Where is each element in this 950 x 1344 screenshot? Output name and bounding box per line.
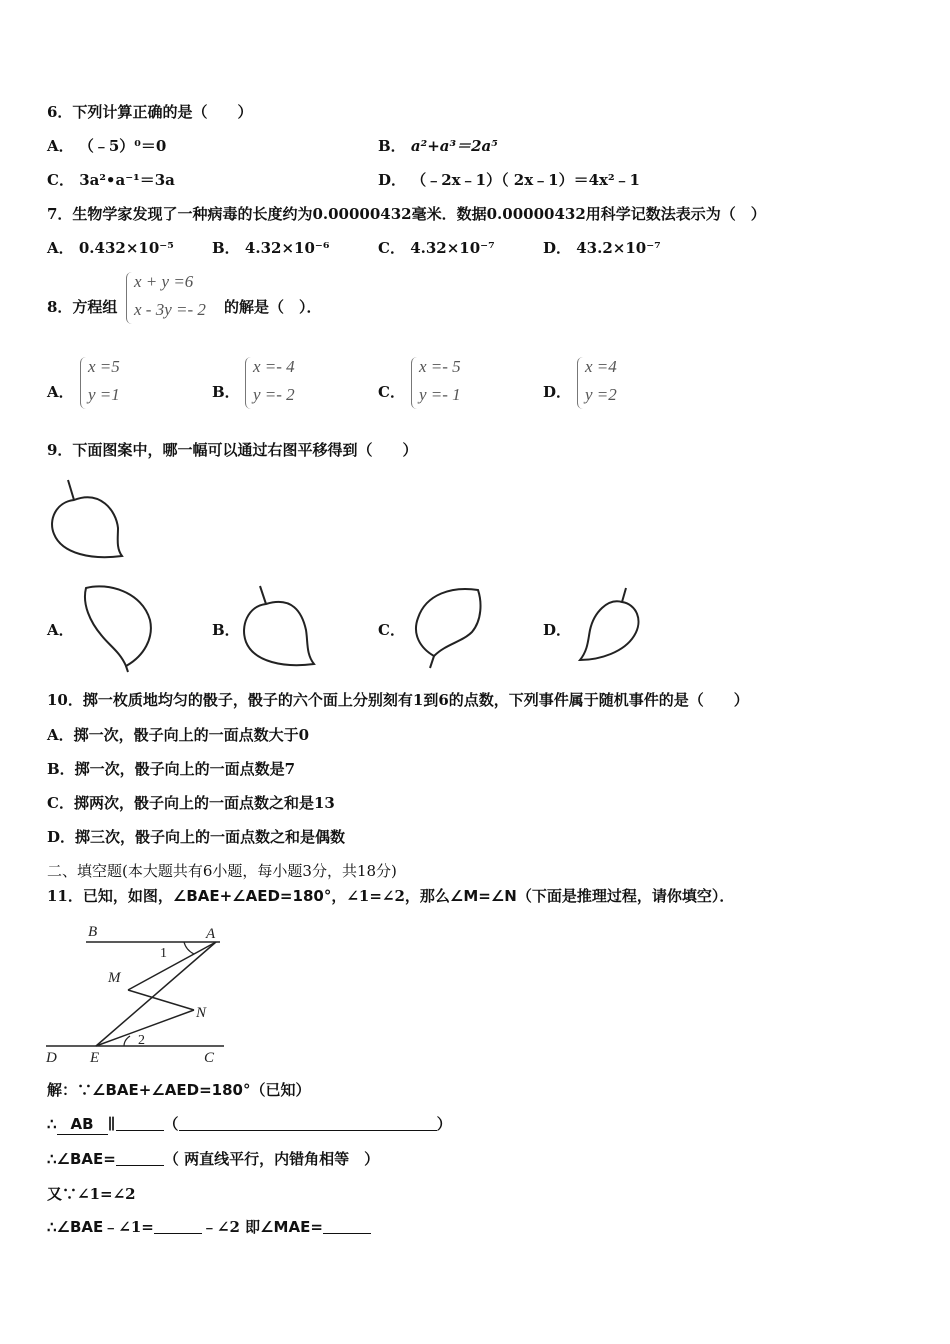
q11-solution-line-2: ∴ AB ∥ （ ）	[47, 1115, 452, 1133]
q6-option-d: D． （﹣2x﹣1）（ 2x﹣1）＝4x²﹣1	[378, 171, 640, 189]
q11-solution-line-3: ∴∠BAE= （ 两直线平行，内错角相等 ）	[47, 1150, 380, 1168]
q9-option-a-leaf	[82, 584, 156, 670]
label-M: M	[108, 970, 121, 986]
blank-parallel-line[interactable]	[116, 1116, 164, 1131]
q11-solution-line-4: 又∵∠1=∠2	[47, 1185, 136, 1203]
q8-option-a-y: y =1	[88, 385, 120, 404]
q11-solution-line-1: 解：∵∠BAE+∠AED=180°（已知）	[47, 1081, 311, 1099]
label-angle-1: 1	[160, 946, 167, 961]
q7-stem: 7．生物学家发现了一种病毒的长度约为0.00000432毫米．数据0.00000432用科学记数法表示为（ ）	[47, 205, 766, 223]
q8-equation-system	[126, 270, 226, 326]
q9-option-a-label: A．	[47, 621, 74, 639]
q9-option-d-leaf	[576, 586, 642, 666]
label-N: N	[196, 1005, 207, 1021]
q7-option-c: C． 4.32×10⁻⁷	[378, 239, 495, 257]
label-A: A	[206, 926, 216, 942]
q8-option-d-system	[577, 355, 647, 411]
q11-solution-line-5: ∴∠BAE﹣∠1= ﹣∠2 即∠MAE=	[47, 1217, 371, 1237]
q8-option-a-system	[80, 355, 150, 411]
q9-option-c-leaf	[412, 588, 492, 668]
q8-option-a-x: x =5	[88, 357, 120, 376]
q9-reference-leaf	[48, 478, 128, 563]
blank-reason[interactable]	[179, 1116, 437, 1131]
q10-stem: 10．掷一枚质地均匀的骰子，骰子的六个面上分别刻有1到6的点数，下列事件属于随机事件的是（ ）	[47, 691, 749, 709]
brace-mark	[126, 272, 132, 324]
q8-option-c-x: x =- 5	[419, 357, 461, 376]
q7-option-a: A． 0.432×10⁻⁵	[47, 239, 174, 257]
label-B: B	[88, 924, 98, 940]
label-E: E	[90, 1050, 100, 1066]
q10-option-b: B．掷一次，骰子向上的一面点数是7	[47, 760, 296, 778]
q8-option-d-label: D．	[543, 383, 572, 401]
q8-option-b-system	[245, 355, 325, 411]
q8-equation-1: x + y =6	[134, 272, 194, 291]
label-C: C	[204, 1050, 215, 1066]
section-2-heading: 二、填空题(本大题共有6小题，每小题3分，共18分)	[47, 862, 397, 880]
blank-angle-mae[interactable]	[323, 1219, 371, 1234]
blank-angle-difference[interactable]	[154, 1219, 202, 1234]
q8-option-c-system	[411, 355, 491, 411]
q6-option-b: B． a²+a³＝2a⁵	[378, 137, 498, 155]
label-D: D	[46, 1050, 57, 1066]
q9-option-b-leaf	[240, 584, 320, 670]
q6-stem: 6．下列计算正确的是（ ）	[47, 103, 253, 121]
q11-stem: 11．已知，如图，∠BAE+∠AED=180°，∠1=∠2，那么∠M=∠N（下面是推理过程，请你填空）．	[47, 887, 735, 905]
q9-stem: 9．下面图案中，哪一幅可以通过右图平移得到（ ）	[47, 441, 418, 459]
q8-option-c-y: y =- 1	[419, 385, 461, 404]
q6-option-a: A． （﹣5）⁰＝0	[47, 137, 167, 155]
q10-option-a: A．掷一次，骰子向上的一面点数大于0	[47, 726, 310, 744]
q9-option-c-label: C．	[378, 621, 405, 639]
q8-option-a-label: A．	[47, 383, 74, 401]
blank-angle-equal[interactable]	[116, 1151, 164, 1166]
q8-stem-before: 8．方程组	[47, 298, 118, 316]
q8-option-b-y: y =- 2	[253, 385, 295, 404]
q11-geometry-figure	[44, 922, 230, 1066]
q6-option-c: C． 3a²•a⁻¹＝3a	[47, 171, 175, 189]
q8-stem-after: 的解是（ ）．	[224, 298, 322, 316]
ab-filled: AB	[57, 1114, 108, 1135]
label-angle-2: 2	[138, 1033, 145, 1048]
q9-option-d-label: D．	[543, 621, 572, 639]
q8-option-b-x: x =- 4	[253, 357, 295, 376]
q7-option-b: B． 4.32×10⁻⁶	[212, 239, 330, 257]
q8-option-d-y: y =2	[585, 385, 617, 404]
q9-option-b-label: B．	[212, 621, 240, 639]
q8-option-d-x: x =4	[585, 357, 617, 376]
q10-option-d: D．掷三次，骰子向上的一面点数之和是偶数	[47, 828, 346, 846]
q10-option-c: C．掷两次，骰子向上的一面点数之和是13	[47, 794, 335, 812]
q7-option-d: D． 43.2×10⁻⁷	[543, 239, 661, 257]
q8-equation-2: x - 3y =- 2	[134, 300, 206, 319]
q8-option-c-label: C．	[378, 383, 405, 401]
q8-option-b-label: B．	[212, 383, 240, 401]
